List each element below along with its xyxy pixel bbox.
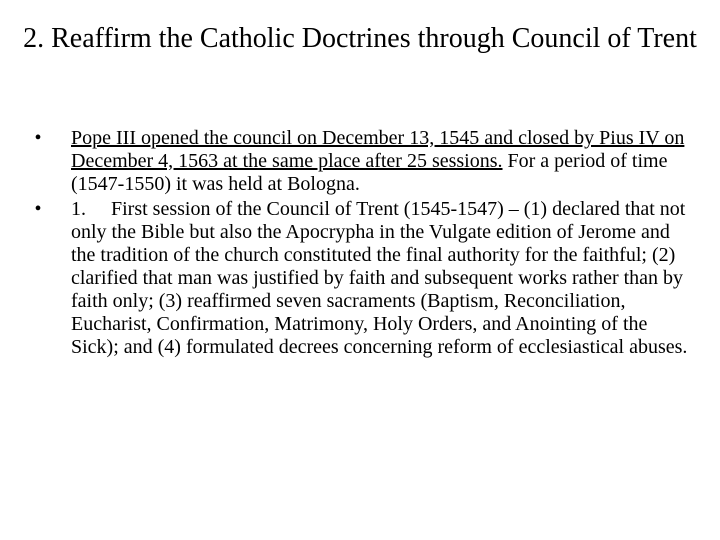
item-number: 1.: [71, 198, 86, 220]
bullet-dot-icon: •: [34, 198, 42, 220]
underlined-statement: Pope III opened the council on December 13, 1545 and closed by Pius IV on December 4, 1563 at the same place after 25 sessions.: [71, 127, 685, 172]
bullet-text: First session of the Council of Trent (1545-1547) – (1) declared that not only the Bible but also the Apocrypha in the Vulgate edition of Jerome and the tradition of the church constituted the final authority for the faithful; (2) clarified that man was justified by faith and subsequent works rather than by faith only; (3) reaffirmed seven sacraments (Baptism, Reconciliation, Eucharist, Confirmation, Matrimony, Holy Orders, and Anointing of the Sick); and (4) formulated decrees concerning reform of ecclesiastical abuses.: [71, 198, 688, 358]
slide-title: 2. Reaffirm the Catholic Doctrines through Council of Trent: [23, 23, 697, 54]
bullet-item: [28, 127, 688, 196]
bullet-text: For a period of time (1547-1550) it was held at Bologna.: [71, 150, 668, 195]
bullet-list: [28, 127, 688, 361]
bullet-item: [28, 198, 688, 359]
bullet-dot-icon: •: [34, 127, 42, 149]
